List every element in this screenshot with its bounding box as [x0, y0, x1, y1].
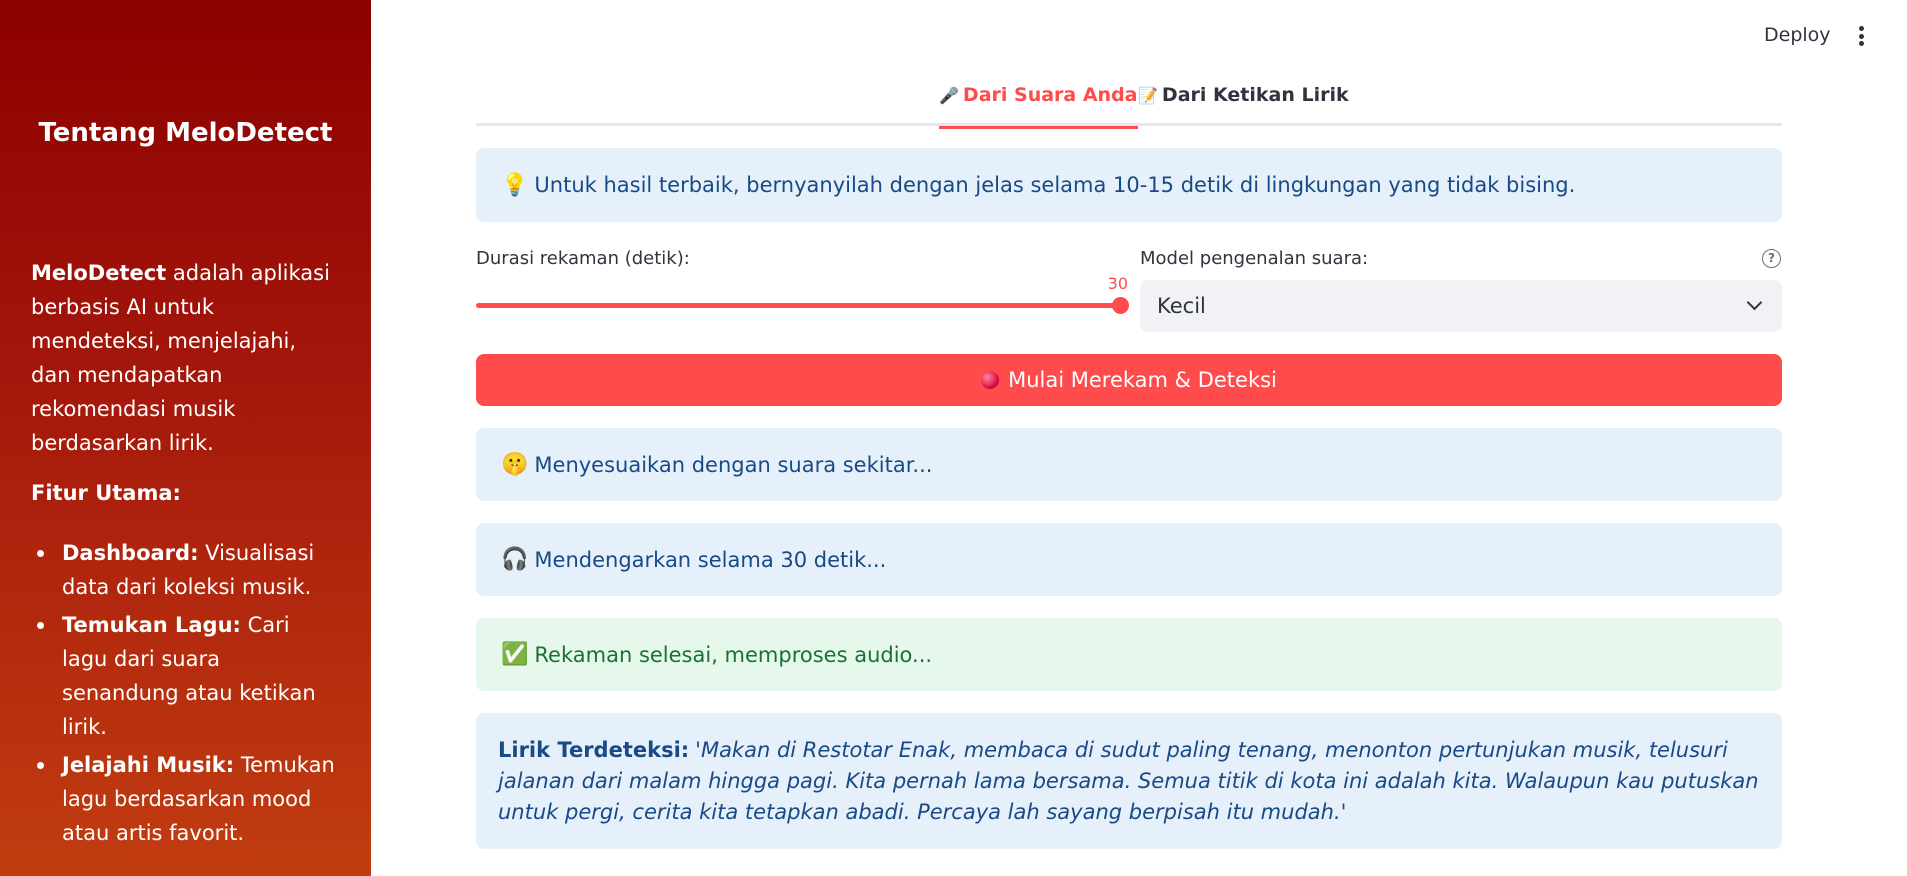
- status-adjusting: [476, 428, 1782, 501]
- help-icon[interactable]: ?: [1762, 249, 1781, 268]
- sidebar-title: Tentang MeloDetect: [38, 118, 333, 148]
- shushing-face-icon: 🤫: [501, 452, 529, 477]
- sidebar-about: [31, 256, 341, 460]
- tab-bar: [476, 80, 1782, 126]
- lyrics-text: 'Makan di Restotar Enak, membaca di sudut paling tenang, menonton pertunjukan musik, telusuri jalanan dari malam hingga pagi. Kita pernah lama bersama. Semua titik di kota ini adalah kita. Walaupun kau putuskan untuk pergi, cerita kita tetapkan abadi. Percaya lah sayang berpisah itu mudah.': [498, 738, 1759, 824]
- duration-value: 30: [1107, 274, 1128, 293]
- feature-item-explore: [31, 748, 341, 850]
- feature-name: Dashboard:: [62, 541, 199, 565]
- tab-voice-label: Dari Suara Anda: [962, 84, 1138, 106]
- features-title: Fitur Utama:: [31, 481, 181, 505]
- status-listening: [476, 523, 1782, 596]
- microphone-icon: 🎤: [939, 86, 959, 105]
- status-listening-text: Mendengarkan selama 30 detik...: [534, 547, 887, 572]
- record-button-label: Mulai Merekam & Deteksi: [1008, 368, 1277, 392]
- model-select[interactable]: [1140, 280, 1782, 332]
- record-dot-icon: [981, 371, 999, 389]
- feature-name: Jelajahi Musik:: [62, 753, 235, 777]
- status-adjusting-text: Menyesuaikan dengan suara sekitar...: [534, 452, 933, 477]
- duration-slider-thumb[interactable]: [1112, 297, 1129, 314]
- tab-lyrics-label: Dari Ketikan Lirik: [1161, 84, 1349, 106]
- main-menu-icon[interactable]: [1859, 26, 1865, 46]
- sidebar: [0, 0, 371, 876]
- tip-text: Untuk hasil terbaik, bernyanyilah dengan jelas selama 10-15 detik di lingkungan yang tidak bising.: [534, 173, 1576, 197]
- status-done: [476, 618, 1782, 691]
- lyrics-label: Lirik Terdeteksi:: [498, 738, 690, 762]
- about-text: adalah aplikasi berbasis AI untuk mendeteksi, menjelajahi, dan mendapatkan rekomendasi musik berdasarkan lirik.: [31, 261, 330, 455]
- deploy-button[interactable]: Deploy: [1764, 24, 1831, 46]
- features-list: [31, 536, 341, 854]
- record-detect-button[interactable]: [476, 354, 1782, 406]
- chevron-down-icon: [1747, 295, 1763, 311]
- tab-lyrics[interactable]: [1138, 84, 1349, 126]
- tab-voice[interactable]: [939, 84, 1138, 126]
- feature-item-find-song: [31, 608, 341, 744]
- feature-name: Temukan Lagu:: [62, 613, 241, 637]
- check-mark-icon: ✅: [501, 642, 529, 667]
- feature-desc: Cari lagu dari suara senandung atau ketikan lirik.: [62, 613, 316, 739]
- model-select-value: Kecil: [1157, 294, 1206, 318]
- model-label: Model pengenalan suara:: [1140, 248, 1369, 269]
- duration-label: Durasi rekaman (detik):: [476, 248, 690, 269]
- lightbulb-icon: 💡: [501, 172, 529, 198]
- feature-desc: Visualisasi data dari koleksi musik.: [62, 541, 315, 599]
- status-done-text: Rekaman selesai, memproses audio...: [534, 642, 933, 667]
- detected-lyrics: [476, 713, 1782, 849]
- memo-icon: 📝: [1138, 86, 1158, 105]
- feature-item-dashboard: [31, 536, 341, 604]
- tip-alert: [476, 148, 1782, 222]
- headphones-icon: 🎧: [501, 547, 529, 572]
- duration-slider-track[interactable]: [476, 303, 1120, 308]
- about-brand: MeloDetect: [31, 261, 167, 285]
- feature-desc: Temukan lagu berdasarkan mood atau artis favorit.: [62, 753, 335, 845]
